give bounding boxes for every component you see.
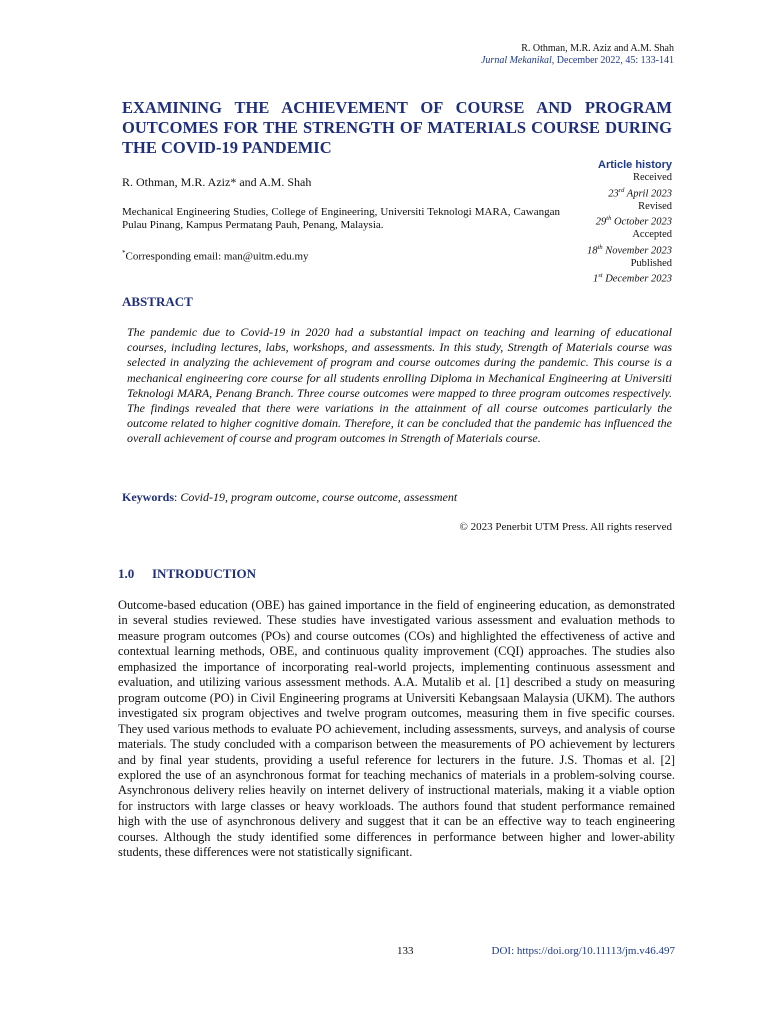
accepted-suffix: th: [597, 243, 603, 251]
published-suffix: st: [598, 272, 603, 279]
accepted-label: Accepted: [632, 229, 672, 240]
running-head: [481, 43, 674, 67]
revised-label: Revised: [638, 200, 672, 212]
received-date: [542, 185, 672, 201]
introduction-paragraph: Outcome-based education (OBE) has gained importance in the field of engineering education, as demonstrated in several studies reviewed. These studies have investigated various assessment and evaluation methods to measure program outcomes (POs) and course outcomes (COs) and highlighted the effectiveness of active and contextual learning methods, OBE, and continuous quality improvement (CQI) approaches. The studies also emphasized the importance of incorporating real-world projects, implementing continuous assessment and evaluation, and utilizing various assessment methods. A.A. Mutalib et al. [1] described a study on measuring program outcome (PO) in Civil Engineering programs at Universiti Kebangsaan Malaysia (UKM). The authors investigated six program objectives and twelve program outcomes, measuring them in five specific courses. They used various methods to evaluate PO achievement, including assessments, surveys, and analysis of course materials. The study concluded with a comparison between the measurements of PO achievement by lecturers and by final year students, providing a useful reference for lecturers in the future. J.S. Thomas et al. [2] explored the use of an asynchronous format for teaching mechanics of materials in a problem-solving course. Asynchronous delivery relies heavily on internet delivery of instructional materials, making it a viable option for instructors with large classes or heavy workloads. The authors found that student performance remained high with the use of asynchronous delivery and suggest that it can be an effective way to teach engineering courses. Although the study identified some differences in performance between higher and lower-ability students, these differences were not statistically significant.: [118, 598, 675, 860]
revised-month-year: October 2023: [611, 216, 672, 228]
doi-link[interactable]: https://doi.org/10.11113/jm.v46.497: [516, 945, 675, 957]
running-head-journal: [481, 55, 674, 67]
corresponding-marker: *: [122, 249, 126, 257]
running-head-authors: R. Othman, M.R. Aziz and A.M. Shah: [521, 43, 674, 54]
abstract-heading: ABSTRACT: [122, 294, 193, 309]
received-suffix: rd: [618, 186, 625, 194]
received-month-year: April 2023: [624, 188, 672, 199]
journal-name: Jurnal Mekanikal: [480, 55, 552, 66]
accepted-date: [542, 242, 672, 258]
author-list: R. Othman, M.R. Aziz* and A.M. Shah: [122, 175, 312, 189]
article-history-title: Article history: [598, 159, 672, 171]
affiliation: Mechanical Engineering Studies, College of Engineering, Universiti Teknologi MARA, Cawangan Pulau Pinang, Kampus Permatang Pauh, Penang, Malaysia.: [122, 206, 560, 231]
keywords-values: Covid-19, program outcome, course outcome, assessment: [180, 490, 458, 504]
section-heading-introduction: [118, 566, 256, 581]
published-day: 1: [593, 273, 599, 285]
abstract-text: The pandemic due to Covid-19 in 2020 had a substantial impact on teaching and learning of educational courses, including lectures, labs, workshops, and assessments. In this study, Strength of Materials course was selected in analyzing the achievement of program and course outcomes during the pandemic. This course is a mechanical engineering core course for all students enrolling Diploma in Mechanical Engineering at Universiti Teknologi MARA, Penang Branch. Three course outcomes were mapped to three program outcomes respectively. The findings revealed that there were variations in the attainment of all course outcomes particularly the outcome related to higher cognitive domain. Therefore, it can be concluded that the pandemic has influenced the overall achievement of course and program outcomes in Strength of Materials course.: [127, 325, 672, 446]
published-date: [542, 270, 672, 286]
article-history: [542, 158, 672, 286]
journal-issue: , December 2022, 45: 133-141: [551, 55, 674, 66]
revised-suffix: th: [606, 215, 612, 222]
paper-title: EXAMINING THE ACHIEVEMENT OF COURSE AND PROGRAM OUTCOMES FOR THE STRENGTH OF MATERIALS COURSE DURING THE COVID-19 PANDEMIC: [122, 98, 672, 157]
received-label: Received: [632, 172, 672, 183]
keywords-separator: :: [174, 490, 181, 504]
corresponding-email: [122, 247, 309, 264]
published-label: Published: [630, 257, 672, 269]
copyright-notice: © 2023 Penerbit UTM Press. All rights reserved: [459, 521, 672, 533]
doi-label: DOI:: [491, 945, 517, 957]
accepted-day: 18: [587, 245, 598, 256]
revised-day: 29: [595, 216, 607, 228]
doi: [492, 945, 675, 958]
corresponding-email-text: Corresponding email: man@uitm.edu.my: [125, 250, 309, 263]
received-day: 23: [608, 188, 619, 199]
published-month-year: December 2023: [602, 273, 672, 285]
section-title: INTRODUCTION: [152, 566, 257, 581]
accepted-month-year: November 2023: [602, 245, 672, 256]
keywords: [122, 490, 457, 505]
keywords-label: Keywords: [122, 490, 174, 504]
section-number: 1.0: [118, 566, 135, 581]
revised-date: [542, 213, 672, 229]
page-number: 133: [397, 945, 414, 957]
